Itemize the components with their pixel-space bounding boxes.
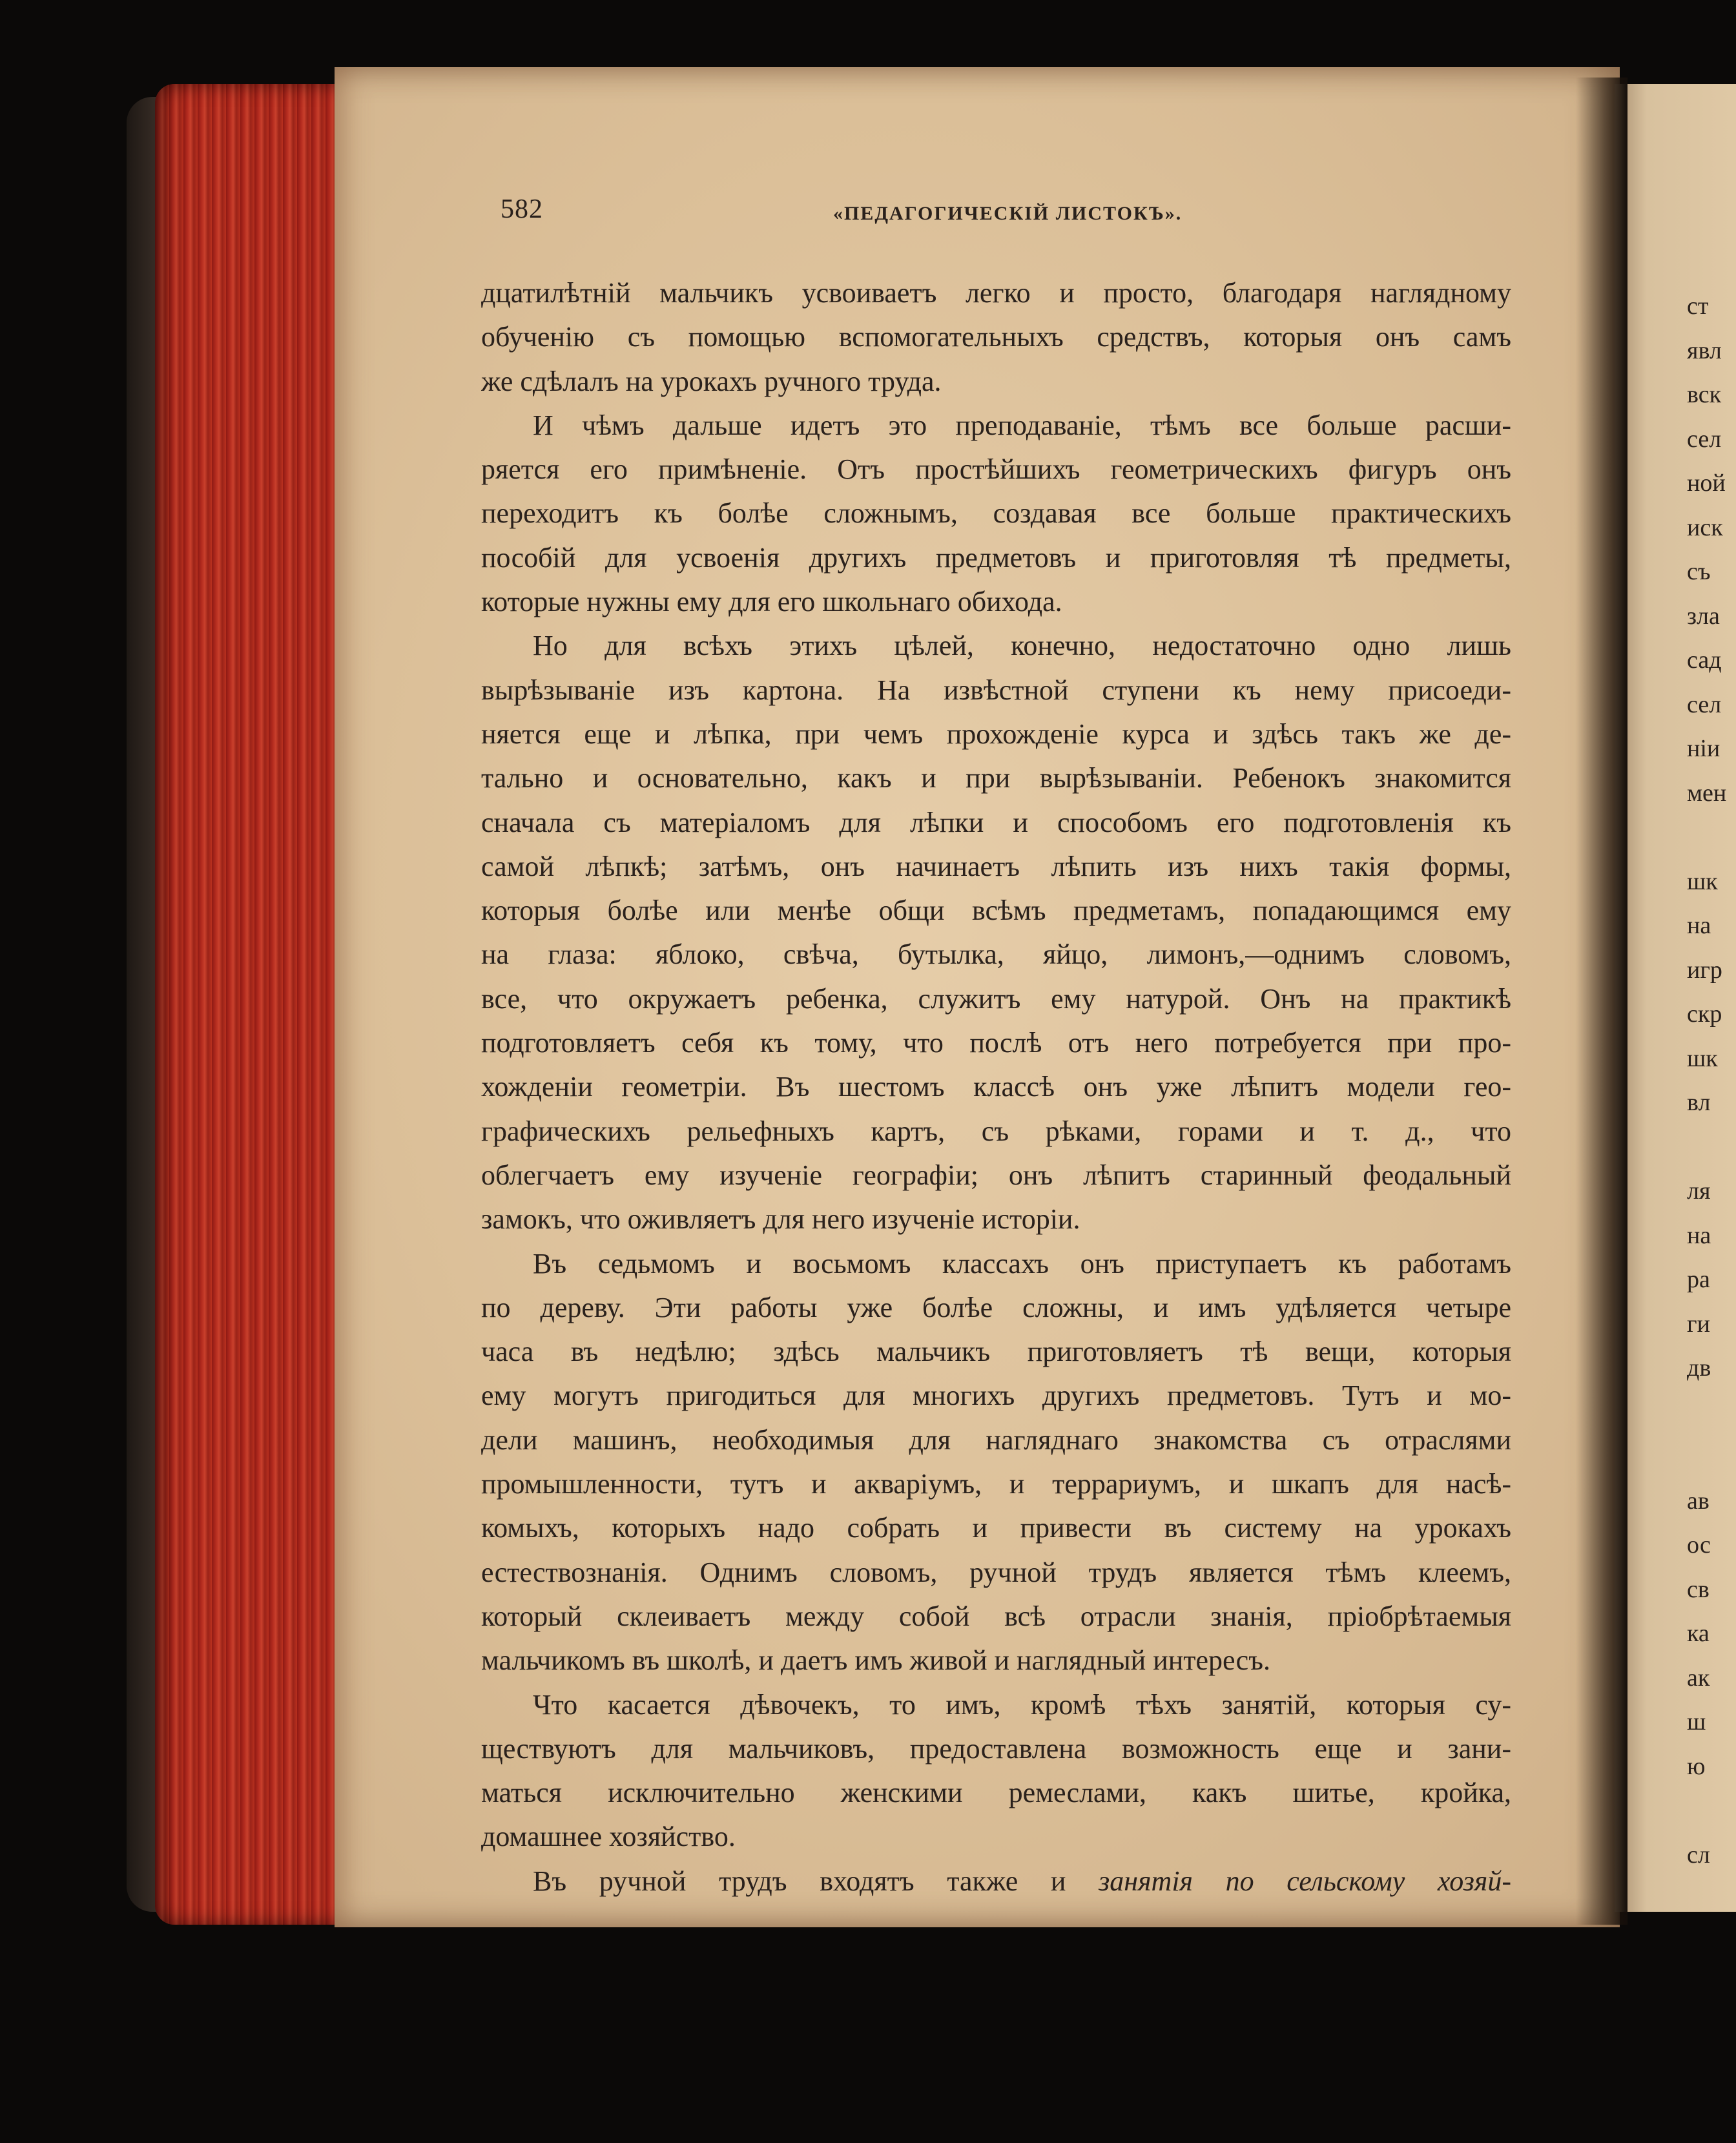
facing-fragment xyxy=(1687,1434,1736,1479)
facing-fragment: ав xyxy=(1687,1487,1710,1515)
facing-fragment: игр xyxy=(1687,956,1722,984)
text-line: обученію съ помощью вспомогательныхъ средствъ, которыя онъ самъ xyxy=(481,321,1511,353)
text-line: подготовляетъ себя къ тому, что послѣ отъ него потребуется при про- xyxy=(481,1027,1511,1059)
text-line: маться исключительно женскими ремеслами, какъ шитье, кройка, xyxy=(481,1777,1511,1809)
text-line: самой лѣпкѣ; затѣмъ, онъ начинаетъ лѣпить изъ нихъ такія формы, xyxy=(481,850,1511,882)
text-line: комыхъ, которыхъ надо собрать и привести въ систему на урокахъ xyxy=(481,1512,1511,1544)
text-line: тально и основательно, какъ и при вырѣзываніи. Ребенокъ знакомится xyxy=(481,762,1511,794)
text-line: естествознанія. Однимъ словомъ, ручной трудъ является тѣмъ клеемъ, xyxy=(481,1556,1511,1588)
text-line: пособій для усвоенія другихъ предметовъ и приготовляя тѣ предметы, xyxy=(481,541,1511,574)
text-line: сначала съ матеріаломъ для лѣпки и способомъ его подготовленія къ xyxy=(481,806,1511,838)
text-line: мальчикомъ въ школѣ, и даетъ имъ живой и наглядный интересъ. xyxy=(481,1644,1270,1677)
facing-fragment xyxy=(1687,815,1736,860)
text-line: на глаза: яблоко, свѣча, бутылка, яйцо, лимонъ,—однимъ словомъ, xyxy=(481,938,1511,971)
text-line: хожденіи геометріи. Въ шестомъ классѣ онъ уже лѣпитъ модели гео- xyxy=(481,1071,1511,1103)
facing-fragment: иск xyxy=(1687,513,1723,541)
facing-fragment: на xyxy=(1687,912,1711,939)
facing-fragment: съ xyxy=(1687,558,1711,585)
text-line: няется еще и лѣпка, при чемъ прохожденіе курса и здѣсь такъ же де- xyxy=(481,718,1511,750)
facing-fragment: зла xyxy=(1687,602,1720,630)
facing-fragment: сад xyxy=(1687,647,1722,674)
text-line: Но для всѣхъ этихъ цѣлей, конечно, недостаточно одно лишь xyxy=(533,630,1511,662)
text-line: промышленности, тутъ и акваріумъ, и террариумъ, и шкапъ для насѣ- xyxy=(481,1468,1511,1500)
text-line: часа въ недѣлю; здѣсь мальчикъ приготовляетъ тѣ вещи, которыя xyxy=(481,1336,1511,1368)
facing-fragment: мен xyxy=(1687,779,1727,807)
facing-fragment: скр xyxy=(1687,1000,1722,1028)
facing-fragment: ка xyxy=(1687,1620,1710,1647)
facing-fragment: вл xyxy=(1687,1089,1711,1116)
facing-fragment: ст xyxy=(1687,293,1709,320)
facing-fragment: явл xyxy=(1687,336,1722,364)
text-line: И чѣмъ дальше идетъ это преподаваніе, тѣмъ все больше расши- xyxy=(533,409,1511,441)
facing-fragment: вск xyxy=(1687,381,1722,408)
facing-fragment xyxy=(1687,1125,1736,1170)
text-line: облегчаетъ ему изученіе географіи; онъ лѣпитъ старинный феодальный xyxy=(481,1159,1511,1191)
facing-fragment: ю xyxy=(1687,1752,1706,1780)
facing-fragment: на xyxy=(1687,1221,1711,1249)
facing-fragment: ги xyxy=(1687,1310,1710,1338)
text-line: же сдѣлалъ на урокахъ ручного труда. xyxy=(481,365,942,397)
text-line: по дереву. Эти работы уже болѣе сложны, и имъ удѣляется четыре xyxy=(481,1291,1511,1323)
facing-fragment: сл xyxy=(1687,1841,1710,1869)
text-line: Въ седьмомъ и восьмомъ классахъ онъ приступаетъ къ работамъ xyxy=(533,1247,1511,1279)
facing-fragment: ля xyxy=(1687,1177,1711,1205)
text-line: которые нужны ему для его школьнаго обихода. xyxy=(481,586,1062,618)
text-line: ему могутъ пригодиться для многихъ другихъ предметовъ. Тутъ и мо- xyxy=(481,1380,1511,1412)
text-line: переходитъ къ болѣе сложнымъ, создавая все больше практическихъ xyxy=(481,497,1511,530)
facing-fragment: шк xyxy=(1687,1044,1718,1072)
facing-fragment: ной xyxy=(1687,470,1726,497)
facing-fragment: дв xyxy=(1687,1354,1711,1382)
body-text xyxy=(481,271,1511,1903)
facing-fragment: св xyxy=(1687,1575,1710,1603)
page-number: 582 xyxy=(501,194,543,224)
facing-fragment xyxy=(1687,1391,1736,1435)
text-line: все, что окружаетъ ребенка, служитъ ему натурой. Онъ на практикѣ xyxy=(481,982,1511,1015)
final-line-italic: занятія по сельскому хозяй- xyxy=(1099,1865,1511,1897)
facing-fragment: сел xyxy=(1687,690,1722,718)
facing-fragment: шк xyxy=(1687,867,1718,895)
page-gutter xyxy=(1576,78,1628,1925)
text-line: который склеиваетъ между собой всѣ отрасли знанія, пріобрѣтаемыя xyxy=(481,1600,1511,1632)
text-line: вырѣзываніе изъ картона. На извѣстной ступени къ нему присоеди- xyxy=(481,674,1511,706)
text-line: ряется его примѣненіе. Отъ простѣйшихъ геометрическихъ фигуръ онъ xyxy=(481,453,1511,486)
page-edges xyxy=(155,84,342,1925)
text-line: дели машинъ, необходимыя для нагляднаго знакомства съ отраслями xyxy=(481,1423,1511,1456)
text-line: которыя болѣе или менѣе общи всѣмъ предметамъ, попадающимся ему xyxy=(481,895,1511,927)
facing-fragment: ос xyxy=(1687,1531,1711,1558)
facing-fragment xyxy=(1687,1788,1736,1833)
text-line: замокъ, что оживляетъ для него изученіе исторіи. xyxy=(481,1203,1080,1236)
facing-fragment: сел xyxy=(1687,425,1722,453)
final-line-plain: Въ ручной трудъ входятъ также и xyxy=(533,1865,1099,1897)
text-line: графическихъ рельефныхъ картъ, съ рѣками, горами и т. д., что xyxy=(481,1115,1511,1147)
facing-fragment: ніи xyxy=(1687,735,1720,762)
text-line: дцатилѣтній мальчикъ усвоиваетъ легко и просто, благодаря наглядному xyxy=(481,277,1511,309)
facing-fragment: ак xyxy=(1687,1664,1710,1692)
running-head: «ПЕДАГОГИЧЕСКІЙ ЛИСТОКЪ». xyxy=(833,203,1183,224)
text-line: ществуютъ для мальчиковъ, предоставлена возможность еще и зани- xyxy=(481,1732,1511,1765)
text-line: домашнее хозяйство. xyxy=(481,1821,736,1853)
facing-fragment: ра xyxy=(1687,1266,1710,1293)
text-line: Что касается дѣвочекъ, то имъ, кромѣ тѣхъ занятій, которыя су- xyxy=(533,1688,1511,1721)
text-line-final xyxy=(481,1859,1511,1903)
facing-fragment: ш xyxy=(1687,1708,1706,1735)
facing-page-text xyxy=(1687,284,1736,1877)
